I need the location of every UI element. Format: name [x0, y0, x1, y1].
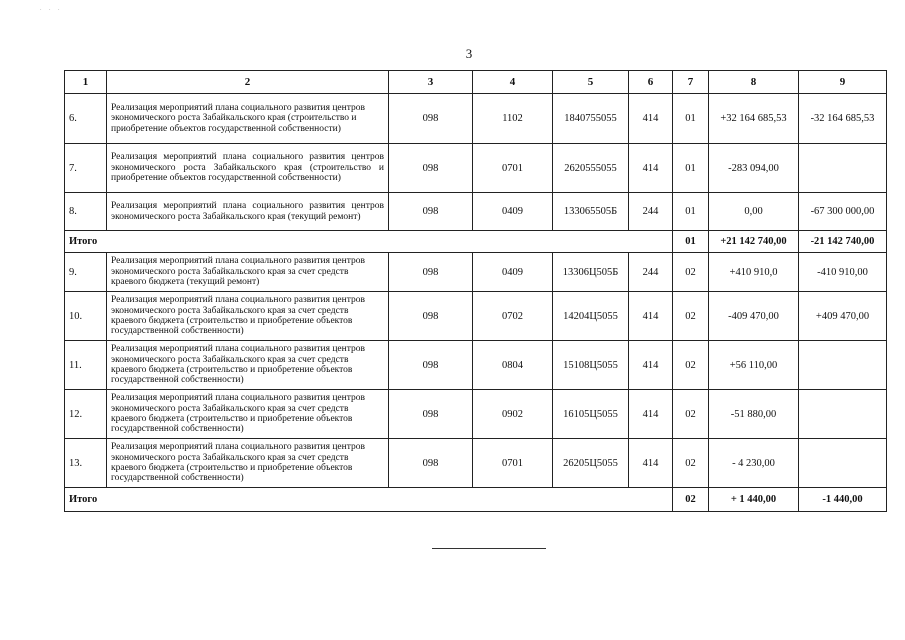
- column-header: 4: [473, 71, 553, 94]
- cell-col9: +409 470,00: [799, 292, 887, 341]
- table-row: [65, 94, 887, 144]
- row-description: Реализация мероприятий плана социального развития центров экономического роста Забайкальского края (текущий ремонт): [107, 193, 389, 231]
- cell-col3: 098: [389, 144, 473, 193]
- table-header-row: [65, 71, 887, 94]
- cell-col3: 098: [389, 253, 473, 292]
- cell-col8: +56 110,00: [709, 341, 799, 390]
- row-number: 12.: [65, 390, 107, 439]
- cell-col4: 0701: [473, 439, 553, 488]
- row-number: 7.: [65, 144, 107, 193]
- row-number: 10.: [65, 292, 107, 341]
- cell-col7: 01: [673, 193, 709, 231]
- row-description: Реализация мероприятий плана социального развития центров экономического роста Забайкальского края за счет средств краевого бюджета (строительство и приобретение объектов государственной собственности): [107, 390, 389, 439]
- cell-col9: -410 910,00: [799, 253, 887, 292]
- column-header: 6: [629, 71, 673, 94]
- cell-col3: 098: [389, 341, 473, 390]
- cell-col6: 414: [629, 390, 673, 439]
- cell-col6: 414: [629, 341, 673, 390]
- cell-col8: - 4 230,00: [709, 439, 799, 488]
- table-row: [65, 144, 887, 193]
- cell-col9: [799, 390, 887, 439]
- cell-col6: 414: [629, 292, 673, 341]
- table-row: [65, 253, 887, 292]
- cell-col8: +32 164 685,53: [709, 94, 799, 144]
- cell-col6: 414: [629, 144, 673, 193]
- cell-col5: 14204Ц5055: [553, 292, 629, 341]
- cell-col6: 244: [629, 193, 673, 231]
- cell-col5: 133065505Б: [553, 193, 629, 231]
- cell-col4: 0804: [473, 341, 553, 390]
- table-row: [65, 292, 887, 341]
- cell-col4: 0902: [473, 390, 553, 439]
- cell-col4: 1102: [473, 94, 553, 144]
- total-col9: -1 440,00: [799, 488, 887, 512]
- cell-col5: 16105Ц5055: [553, 390, 629, 439]
- table-row: [65, 439, 887, 488]
- cell-col9: -67 300 000,00: [799, 193, 887, 231]
- cell-col6: 414: [629, 439, 673, 488]
- cell-col6: 414: [629, 94, 673, 144]
- cell-col9: -32 164 685,53: [799, 94, 887, 144]
- table-row: [65, 193, 887, 231]
- row-number: 9.: [65, 253, 107, 292]
- total-label: Итого: [65, 231, 673, 253]
- total-col7: 02: [673, 488, 709, 512]
- cell-col8: -283 094,00: [709, 144, 799, 193]
- cell-col6: 244: [629, 253, 673, 292]
- row-description: Реализация мероприятий плана социального развития центров экономического роста Забайкальского края (строительство и приобретение объектов государственной собственности): [107, 144, 389, 193]
- row-number: 8.: [65, 193, 107, 231]
- column-header: 9: [799, 71, 887, 94]
- cell-col7: 02: [673, 292, 709, 341]
- cell-col5: 13306Ц505Б: [553, 253, 629, 292]
- cell-col7: 02: [673, 390, 709, 439]
- cell-col5: 1840755055: [553, 94, 629, 144]
- cell-col5: 15108Ц5055: [553, 341, 629, 390]
- total-row: [65, 231, 887, 253]
- row-description: Реализация мероприятий плана социального развития центров экономического роста Забайкальского края за счет средств краевого бюджета (строительство и приобретение объектов государственной собственности): [107, 341, 389, 390]
- total-col8: +21 142 740,00: [709, 231, 799, 253]
- total-label: Итого: [65, 488, 673, 512]
- cell-col8: -51 880,00: [709, 390, 799, 439]
- cell-col7: 01: [673, 94, 709, 144]
- cell-col3: 098: [389, 390, 473, 439]
- column-header: 1: [65, 71, 107, 94]
- column-header: 7: [673, 71, 709, 94]
- cell-col9: [799, 439, 887, 488]
- footer-separator-line: [432, 548, 546, 549]
- cell-col5: 26205Ц5055: [553, 439, 629, 488]
- row-description: Реализация мероприятий плана социального развития центров экономического роста Забайкальского края за счет средств краевого бюджета (текущий ремонт): [107, 253, 389, 292]
- cell-col7: 01: [673, 144, 709, 193]
- cell-col7: 02: [673, 341, 709, 390]
- table-row: [65, 390, 887, 439]
- cell-col8: +410 910,0: [709, 253, 799, 292]
- row-number: 13.: [65, 439, 107, 488]
- cell-col3: 098: [389, 193, 473, 231]
- cell-col3: 098: [389, 292, 473, 341]
- cell-col4: 0701: [473, 144, 553, 193]
- cell-col7: 02: [673, 253, 709, 292]
- total-col9: -21 142 740,00: [799, 231, 887, 253]
- cell-col5: 2620555055: [553, 144, 629, 193]
- cell-col3: 098: [389, 94, 473, 144]
- corner-marks: . . .: [40, 6, 63, 12]
- total-row: [65, 488, 887, 512]
- column-header: 2: [107, 71, 389, 94]
- row-number: 11.: [65, 341, 107, 390]
- total-col8: + 1 440,00: [709, 488, 799, 512]
- column-header: 5: [553, 71, 629, 94]
- column-header: 3: [389, 71, 473, 94]
- cell-col4: 0409: [473, 253, 553, 292]
- table-row: [65, 341, 887, 390]
- cell-col4: 0409: [473, 193, 553, 231]
- row-number: 6.: [65, 94, 107, 144]
- row-description: Реализация мероприятий плана социального развития центров экономического роста Забайкальского края за счет средств краевого бюджета (строительство и приобретение объектов государственной собственности): [107, 439, 389, 488]
- column-header: 8: [709, 71, 799, 94]
- total-col7: 01: [673, 231, 709, 253]
- page-number: 3: [465, 46, 473, 61]
- cell-col7: 02: [673, 439, 709, 488]
- row-description: Реализация мероприятий плана социального развития центров экономического роста Забайкальского края (строительство и приобретение объектов государственной собственности): [107, 94, 389, 144]
- row-description: Реализация мероприятий плана социального развития центров экономического роста Забайкальского края за счет средств краевого бюджета (строительство и приобретение объектов государственной собственности): [107, 292, 389, 341]
- cell-col8: 0,00: [709, 193, 799, 231]
- cell-col3: 098: [389, 439, 473, 488]
- cell-col4: 0702: [473, 292, 553, 341]
- budget-table: [64, 70, 887, 512]
- cell-col8: -409 470,00: [709, 292, 799, 341]
- cell-col9: [799, 341, 887, 390]
- cell-col9: [799, 144, 887, 193]
